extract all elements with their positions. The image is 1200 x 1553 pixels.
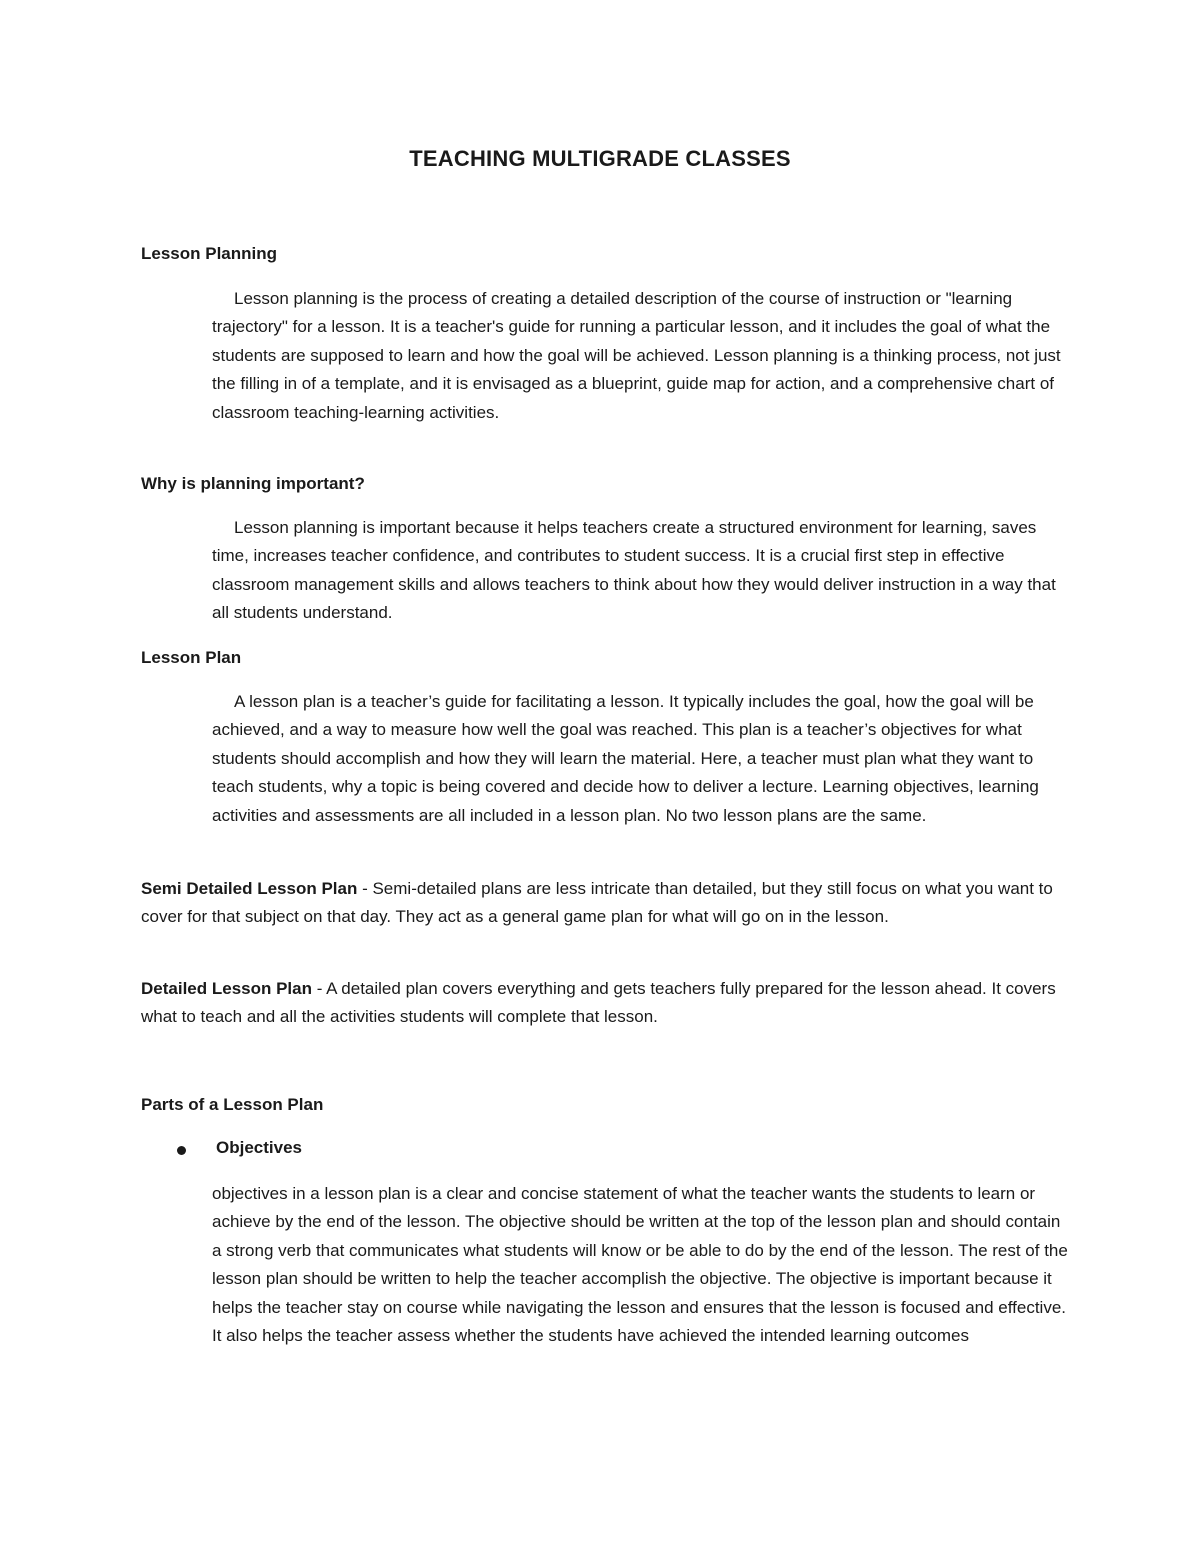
bullet-body-objectives: objectives in a lesson plan is a clear and concise statement of what the teacher wants the students to learn or achieve by the end of the lesson. The objective should be written at the top of the lesson plan and should contain a strong verb that communicates what students will know or be able to do by the end of the lesson. The rest of the lesson plan should be written to help the teacher accomplish the objective. The objective is important because it helps the teacher stay on course while navigating the lesson and ensures that the lesson is focused and effective. It also helps the teacher assess whether the students have achieved the intended learning outcomes (212, 1184, 1068, 1346)
definition-text: - Semi-detailed plans are less intricate than detailed, but they still focus on what you want to cover for that subject on that day. They act as a general game plan for what will go on in the lesson. (141, 879, 1053, 927)
section-body-text: A lesson plan is a teacher’s guide for facilitating a lesson. It typically includes the goal, how the goal will be achieved, and a way to measure how well the goal was reached. This plan is a teacher’s objectives for what students should accomplish and how they will learn the material. Here, a teacher must plan what they want to teach students, why a topic is being covered and decide how to deliver a lecture. Learning objectives, learning activities and assessments are all included in a lesson plan. No two lesson plans are the same. (212, 692, 1039, 825)
section-body-text: Lesson planning is important because it helps teachers create a structured environment for learning, saves time, increases teacher confidence, and contributes to student success. It is a crucial first step in effective classroom management skills and allows teachers to think about how they would deliver instruction in a way that all students understand. (212, 518, 1056, 623)
section-body-lesson-plan (212, 688, 1072, 830)
section-body-text: Lesson planning is the process of creating a detailed description of the course of instruction or "learning trajectory" for a lesson. It is a teacher's guide for running a particular lesson, and it includes the goal of what the students are supposed to learn and how the goal will be achieved. Lesson planning is a thinking process, not just the filling in of a template, and it is envisaged as a blueprint, guide map for action, and a comprehensive chart of classroom teaching-learning activities. (212, 289, 1061, 422)
section-heading-lesson-planning: Lesson Planning (141, 244, 278, 263)
bullet-label: Objectives (216, 1138, 302, 1157)
definition-term: Detailed Lesson Plan (141, 979, 312, 998)
definition-term: Semi Detailed Lesson Plan (141, 879, 358, 898)
bullet-icon (177, 1146, 186, 1155)
definition-text: - A detailed plan covers everything and gets teachers fully prepared for the lesson ahead. It covers what to teach and all the activities students will complete that lesson. (141, 979, 1056, 1027)
section-heading-parts: Parts of a Lesson Plan (141, 1095, 324, 1114)
section-heading-why-planning: Why is planning important? (141, 474, 365, 493)
section-body-lesson-planning (212, 285, 1072, 427)
document-title: TEACHING MULTIGRADE CLASSES (409, 146, 791, 171)
definition-detailed (141, 975, 1071, 1032)
section-body-why-planning (212, 514, 1072, 628)
section-heading-lesson-plan: Lesson Plan (141, 648, 242, 667)
definition-semi-detailed (141, 875, 1071, 932)
